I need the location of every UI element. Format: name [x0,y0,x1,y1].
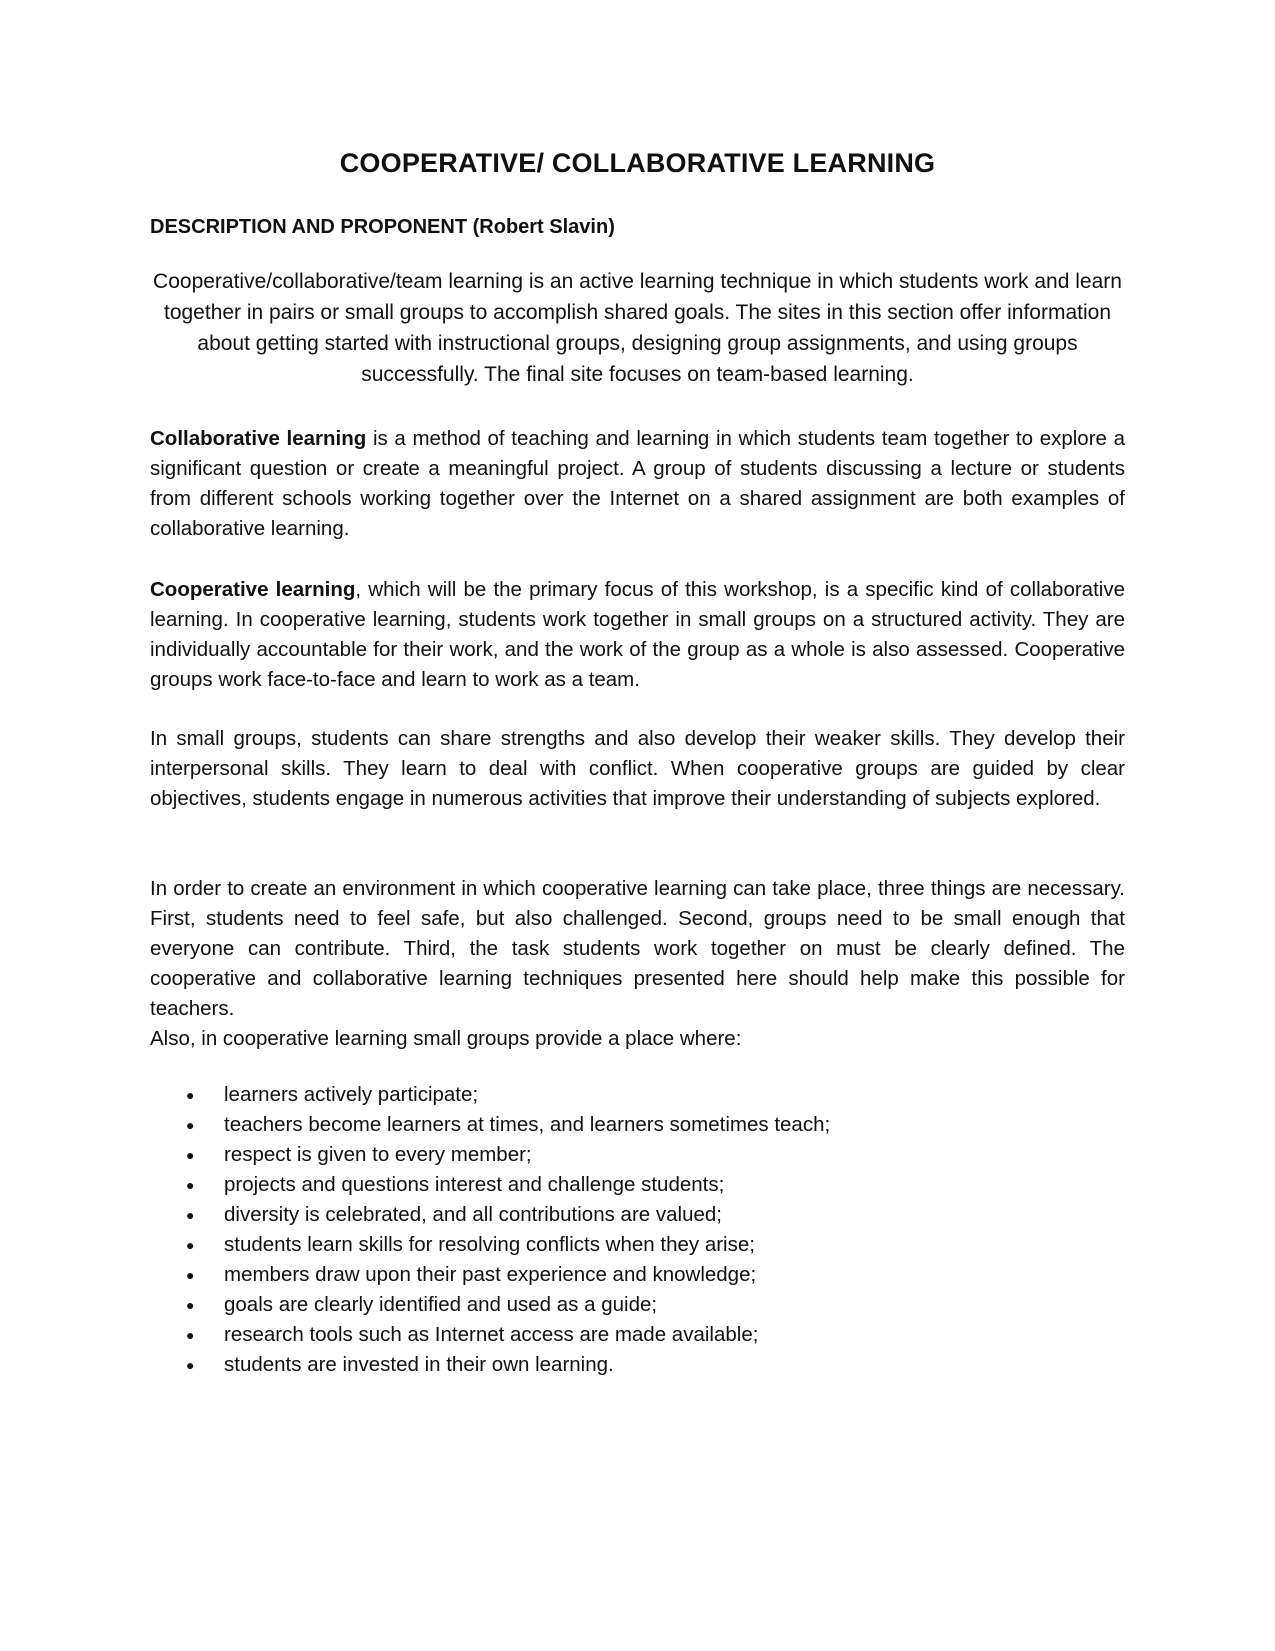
list-item: ● diversity is celebrated, and all contributions are valued; [150,1200,1125,1230]
paragraph-list-intro: Also, in cooperative learning small groups provide a place where: [150,1027,742,1050]
bullet-icon: ● [186,1117,195,1133]
bullet-icon: ● [186,1297,195,1313]
bullet-icon: ● [186,1327,195,1343]
bullet-list [150,1080,1125,1380]
bullet-icon: ● [186,1207,195,1223]
bullet-icon: ● [186,1357,195,1373]
paragraph-text: , which will be the primary focus of this workshop, is a specific kind of collaborative learning. In cooperative learning, students work together in small groups on a structured activity. They are individually accountable for their work, and the work of the group as a whole is also assessed. Cooperative groups work face-to-face and learn to work as a team. [150,578,1125,691]
list-item: ● students learn skills for resolving conflicts when they arise; [150,1230,1125,1260]
term-cooperative-learning: Cooperative learning [150,578,356,601]
list-item: ● research tools such as Internet access are made available; [150,1320,1125,1350]
page-title: COOPERATIVE/ COLLABORATIVE LEARNING [339,148,936,178]
list-item: ● goals are clearly identified and used as a guide; [150,1290,1125,1320]
paragraph-cooperative-learning [150,575,1125,695]
section-heading: DESCRIPTION AND PROPONENT (Robert Slavin) [150,216,615,238]
paragraph-small-groups: In small groups, students can share strengths and also develop their weaker skills. They develop their interpersonal skills. They learn to deal with conflict. When cooperative groups are guided by clear objectives, students engage in numerous activities that improve their understanding of subjects explored. [150,727,1125,810]
bullet-icon: ● [186,1147,195,1163]
paragraph-text: is a method of teaching and learning in which students team together to explore a significant question or create a meaningful project. A group of students discussing a lecture or students from different schools working together over the Internet on a shared assignment are both examples of collaborative learning. [150,427,1125,540]
list-item: ● learners actively participate; [150,1080,1125,1110]
term-collaborative-learning: Collaborative learning [150,427,367,450]
list-item: ● teachers become learners at times, and learners sometimes teach; [150,1110,1125,1140]
paragraph-environment: In order to create an environment in which cooperative learning can take place, three things are necessary. First, students need to feel safe, but also challenged. Second, groups need to be small enough that everyone can contribute. Third, the task students work together on must be clearly defined. The cooperative and collaborative learning techniques presented here should help make this possible for teachers. [150,877,1125,1020]
paragraph-collaborative-learning [150,424,1125,544]
bullet-icon: ● [186,1087,195,1103]
list-item: ● students are invested in their own learning. [150,1350,1125,1380]
bullet-icon: ● [186,1177,195,1193]
list-item: ● projects and questions interest and challenge students; [150,1170,1125,1200]
bullet-icon: ● [186,1267,195,1283]
intro-paragraph: Cooperative/collaborative/team learning is an active learning technique in which students work and learn together in pairs or small groups to accomplish shared goals. The sites in this section offer information about getting started with instructional groups, designing group assignments, and using groups successfully. The final site focuses on team-based learning. [153,270,1122,386]
list-item: ● respect is given to every member; [150,1140,1125,1170]
list-item: ● members draw upon their past experience and knowledge; [150,1260,1125,1290]
bullet-icon: ● [186,1237,195,1253]
